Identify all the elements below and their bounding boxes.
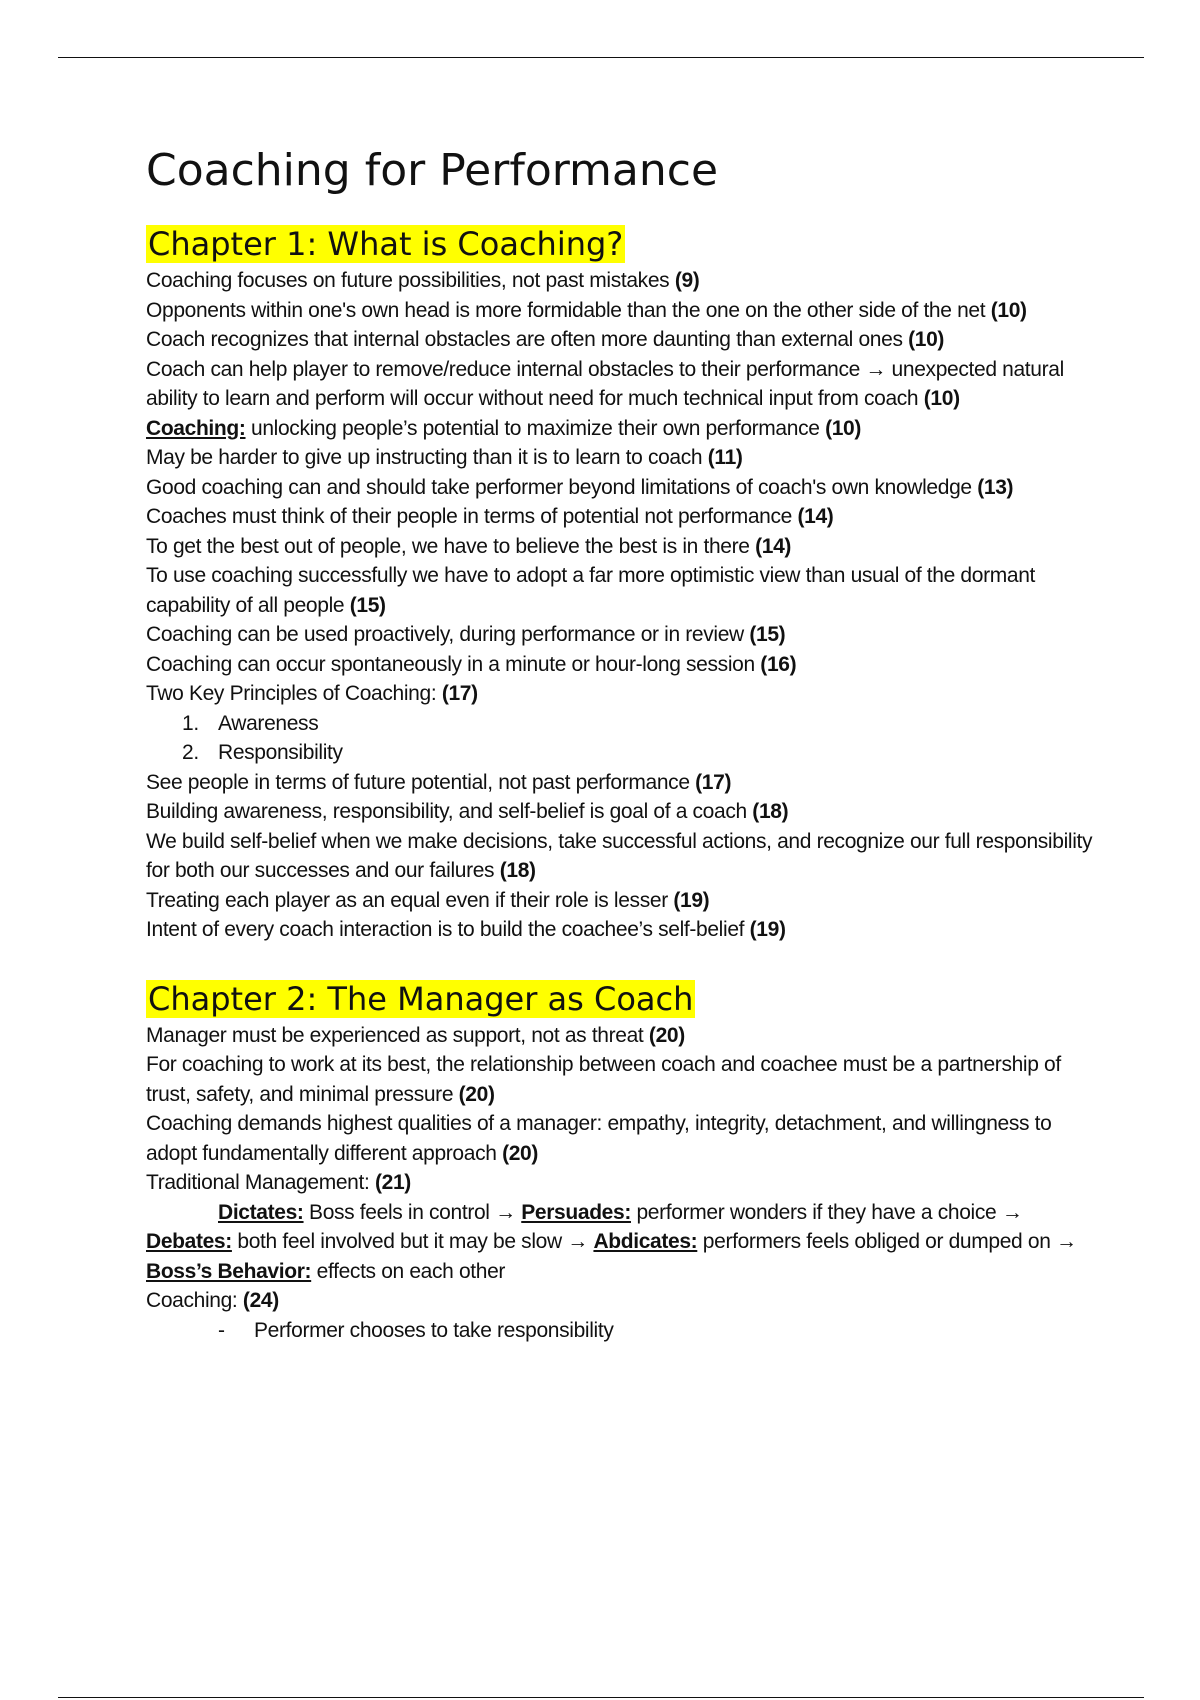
- style-term: Dictates:: [218, 1200, 304, 1224]
- note-line: Coaching demands highest qualities of a manager: empathy, integrity, detachment, and willingness to adopt fundamentally different approach (20): [146, 1112, 1052, 1165]
- arrow-icon: →: [1001, 1200, 1023, 1224]
- note-line: Coaches must think of their people in terms of potential not performance (14): [146, 505, 834, 528]
- chapter-1-heading: [146, 222, 1106, 266]
- style-term: Debates:: [146, 1230, 232, 1253]
- page-ref: (24): [242, 1289, 279, 1312]
- page-ref: (17): [695, 770, 732, 794]
- page-ref: (15): [349, 593, 386, 617]
- page-ref: (20): [502, 1141, 539, 1165]
- page-ref: (9): [674, 269, 700, 292]
- note-line: Coaching: (24): [146, 1289, 279, 1312]
- document-body: [146, 140, 1106, 1345]
- arrow-icon: →: [1056, 1230, 1077, 1253]
- note-line: See people in terms of future potential, not past performance (17): [146, 770, 732, 794]
- note-line: May be harder to give up instructing than it is to learn to coach (11): [146, 446, 743, 469]
- note-line: Intent of every coach interaction is to build the coachee’s self-belief (19): [146, 918, 786, 941]
- note-line: To use coaching successfully we have to adopt a far more optimistic view than usual of the dormant capability of all people (15): [146, 564, 1036, 617]
- chapter-1-notes: [146, 266, 1106, 945]
- page-ref: (19): [673, 888, 710, 912]
- note-line: Manager must be experienced as support, not as threat (20): [146, 1023, 685, 1047]
- page-ref: (19): [749, 918, 786, 941]
- note-line: Two Key Principles of Coaching: (17): [146, 682, 478, 705]
- style-term: Boss’s Behavior:: [146, 1259, 312, 1283]
- list-number: 1.: [182, 711, 199, 735]
- note-line: Coach recognizes that internal obstacles are often more daunting than external ones (10): [146, 328, 945, 351]
- arrow-icon: →: [495, 1200, 516, 1224]
- chapter-2-notes: [146, 1021, 1106, 1346]
- note-line: Traditional Management: (21): [146, 1171, 411, 1194]
- definition-term: Coaching:: [146, 416, 246, 440]
- page-ref: (18): [499, 859, 536, 882]
- page-ref: (14): [797, 505, 834, 528]
- chapter-2-heading-text: Chapter 2: The Manager as Coach: [148, 979, 694, 1018]
- list-item: - Performer chooses to take responsibility: [146, 1316, 1106, 1346]
- note-line: Building awareness, responsibility, and self-belief is goal of a coach (18): [146, 800, 789, 823]
- chapter-2-heading: [146, 977, 1106, 1021]
- management-styles: Dictates: Boss feels in control → Persuades: performer wonders if they have a choice → Debates: both feel involved but it may be slow → Abdicates: performers feels obliged or dumped on → Boss’s Behavior: effects on each other: [146, 1200, 1077, 1283]
- page-ref: (11): [707, 446, 743, 469]
- chapter-1-heading-text: Chapter 1: What is Coaching?: [148, 225, 624, 263]
- page-ref: (10): [825, 416, 862, 440]
- note-line: Opponents within one's own head is more formidable than the one on the other side of the net (10): [146, 298, 1027, 322]
- top-rule: [58, 57, 1144, 58]
- bottom-rule: [58, 1697, 1144, 1698]
- note-line: To get the best out of people, we have to believe the best is in there (14): [146, 534, 792, 558]
- style-term: Abdicates:: [593, 1230, 698, 1253]
- arrow-icon: →: [567, 1230, 588, 1253]
- note-line: Coaching can be used proactively, during performance or in review (15): [146, 623, 786, 646]
- note-line: For coaching to work at its best, the relationship between coach and coachee must be a partnership of trust, safety, and minimal pressure (20): [146, 1053, 1061, 1106]
- list-item: 2. Responsibility: [146, 738, 1106, 768]
- page-ref: (10): [908, 328, 945, 351]
- list-number: 2.: [182, 741, 199, 764]
- note-line: We build self-belief when we make decisions, take successful actions, and recognize our full responsibility for both our successes and our failures (18): [146, 829, 1093, 882]
- page-ref: (13): [977, 475, 1014, 499]
- document-title: Coaching for Performance: [146, 145, 719, 196]
- coaching-definition: Coaching: unlocking people’s potential to maximize their own performance (10): [146, 416, 862, 440]
- note-line: Coach can help player to remove/reduce internal obstacles to their performance → unexpected natural ability to learn and perform will occur without need for much technical input from coach (10): [146, 357, 1064, 410]
- page-ref: (16): [760, 652, 797, 676]
- note-line: Good coaching can and should take performer beyond limitations of coach's own knowledge (13): [146, 475, 1014, 499]
- page-ref: (15): [749, 623, 786, 646]
- note-line: Coaching can occur spontaneously in a minute or hour-long session (16): [146, 652, 797, 676]
- page-ref: (20): [648, 1023, 685, 1047]
- list-dash: -: [218, 1318, 225, 1342]
- style-term: Persuades:: [521, 1200, 631, 1224]
- note-line: Coaching focuses on future possibilities, not past mistakes (9): [146, 269, 700, 292]
- page-ref: (14): [755, 534, 792, 558]
- list-item: 1. Awareness: [146, 709, 1106, 739]
- page-ref: (21): [374, 1171, 411, 1194]
- page-ref: (10): [990, 298, 1027, 322]
- page-ref: (18): [752, 800, 789, 823]
- page-ref: (17): [441, 682, 478, 705]
- note-line: Treating each player as an equal even if their role is lesser (19): [146, 888, 710, 912]
- page-ref: (10): [923, 387, 960, 410]
- page-ref: (20): [458, 1082, 495, 1106]
